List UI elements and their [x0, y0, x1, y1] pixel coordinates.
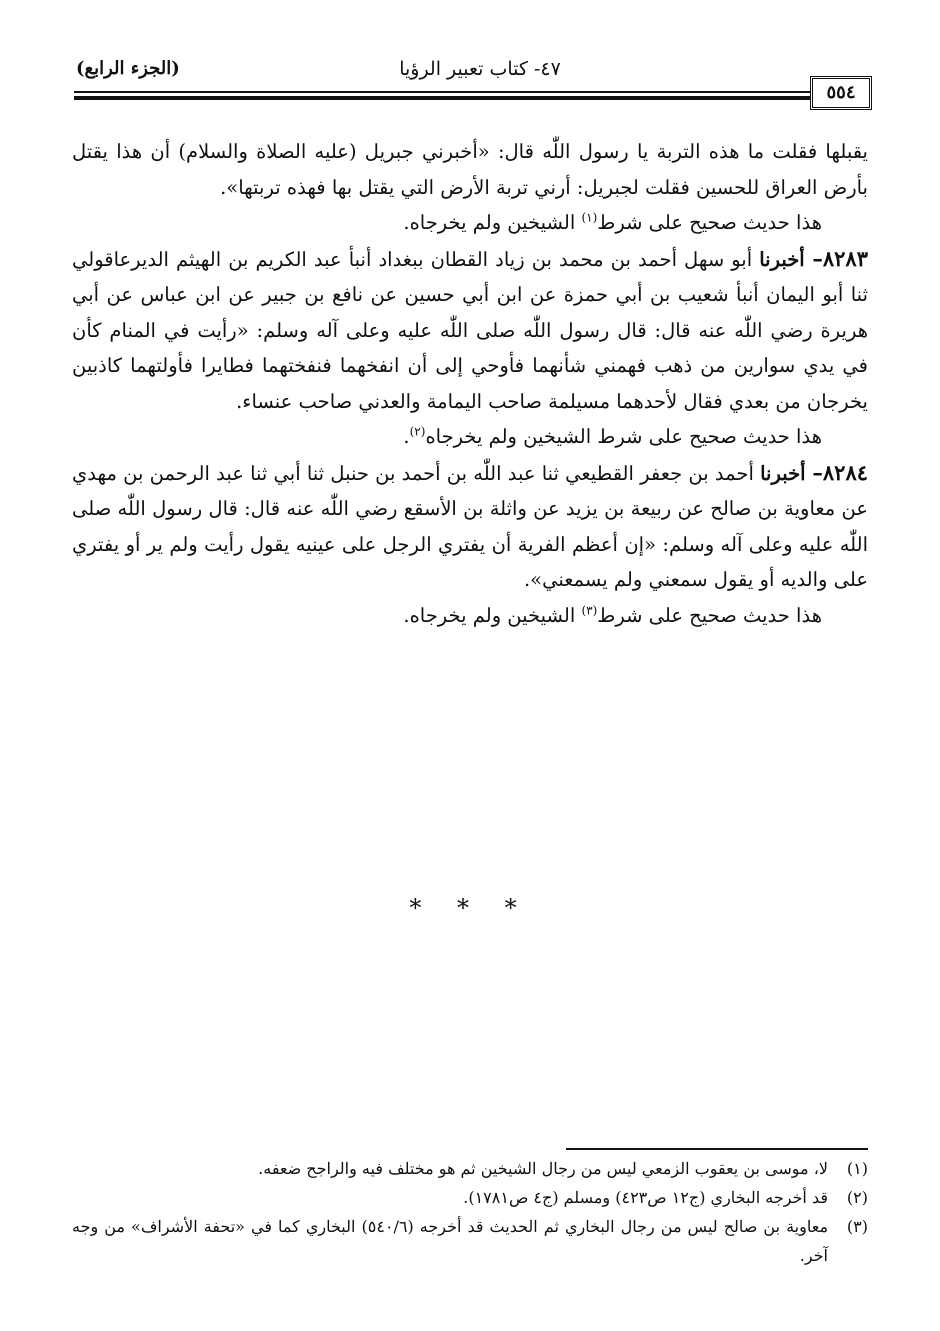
footnote-rule: [566, 1148, 868, 1150]
footnote-number: (٢): [846, 1188, 868, 1207]
footnote-ref-3[interactable]: (٣): [581, 603, 598, 617]
grade-text: هذا حديث صحيح على شرط: [597, 211, 822, 234]
hadith-number: ٨٢٨٣–: [812, 245, 868, 271]
hadith-lead-word: أخبرنا: [759, 247, 813, 271]
footnote-number: (٣): [846, 1217, 868, 1236]
main-text: [72, 134, 868, 633]
footnote-text: معاوية بن صالح ليس من رجال البخاري ثم الحديث قد أخرجه (٥٤٠/٦) البخاري كما في «تحفة الأشراف» من وجه آخر.: [72, 1217, 829, 1265]
hadith-grade-3: [72, 598, 868, 634]
grade-text-end: الشيخين ولم يخرجاه.: [403, 211, 582, 234]
hadith-8284: [72, 455, 868, 598]
footnotes: [72, 1154, 868, 1270]
footnote-number: (١): [846, 1159, 868, 1178]
footnote-text: لا، موسى بن يعقوب الزمعي ليس من رجال الشيخين ثم هو مختلف فيه والراجح ضعفه.: [258, 1159, 828, 1178]
hadith-grade-1: [72, 205, 868, 241]
header-rule-thick: [74, 96, 810, 100]
hadith-text: أحمد بن جعفر القطيعي ثنا عبد اللّٰه بن أحمد بن حنبل ثنا أبي ثنا عبد الرحمن بن مهدي عن معاوية بن صالح عن ربيعة بن يزيد عن واثلة بن الأسقع رضي اللّٰه عنه قال: قال رسول اللّٰه صلى اللّٰه عليه وعلى آله وسلم: «إن أعظم الفرية أن يفتري الرجل على عينيه يقول رأيت ولم ير أو يفتري على والديه أو يقول سمعني ولم يسمعني».: [72, 461, 868, 591]
grade-text: هذا حديث صحيح على شرط الشيخين ولم يخرجاه: [425, 425, 822, 448]
book-title: ٤٧- كتاب تعبير الرؤيا: [399, 58, 561, 80]
hadith-grade-2: [72, 419, 868, 455]
section-separator: * * *: [409, 894, 531, 922]
footnote-text: قد أخرجه البخاري (ج١٢ ص٤٢٣) ومسلم (ج٤ ص١٧٨١).: [463, 1188, 828, 1207]
hadith-8283: [72, 241, 868, 420]
grade-text-end: .: [403, 425, 410, 448]
footnote-ref-2[interactable]: (٢): [409, 424, 426, 439]
part-label: (الجزء الرابع): [76, 58, 180, 79]
page-number: ٥٥٤: [810, 76, 872, 110]
hadith-text: أبو سهل أحمد بن محمد بن زياد القطان ببغداد أنبأ عبد الكريم بن الهيثم الديرعاقولي ثنا أبو اليمان أنبأ شعيب بن أبي حمزة عن ابن أبي حسين عن نافع بن جبير عن ابن عباس عن أبي هريرة رضي اللّٰه عنه قال: قال رسول اللّٰه صلى اللّٰه عليه وعلى آله وسلم: «رأيت في المنام كأن في يدي سوارين من ذهب فهمني شأنهما فأوحي إلى أن انفخهما فنفختهما فطايرا فأولتهما كاذبين يخرجان من بعدي فقال لأحدهما مسيلمة صاحب اليمامة والعدني صاحب عنساء.: [72, 247, 868, 413]
hadith-lead-word: أخبرنا: [760, 461, 813, 485]
paragraph-continued: يقبلها فقلت ما هذه التربة يا رسول اللّٰه قال: «أخبرني جبريل (عليه الصلاة والسلام) أن هذا يقتل بأرض العراق للحسين فقلت لجبريل: أرني تربة الأرض التي يقتل بها فهذه تربتها».: [72, 140, 868, 199]
footnote-2: [72, 1183, 868, 1212]
header-rule: [74, 91, 810, 93]
hadith-number: ٨٢٨٤–: [812, 459, 869, 485]
grade-text-end: الشيخين ولم يخرجاه.: [403, 603, 582, 627]
grade-text: هذا حديث صحيح على شرط: [597, 603, 822, 627]
footnote-1: [72, 1154, 868, 1183]
footnote-ref-1[interactable]: (١): [581, 210, 598, 225]
footnote-3: [72, 1212, 868, 1270]
